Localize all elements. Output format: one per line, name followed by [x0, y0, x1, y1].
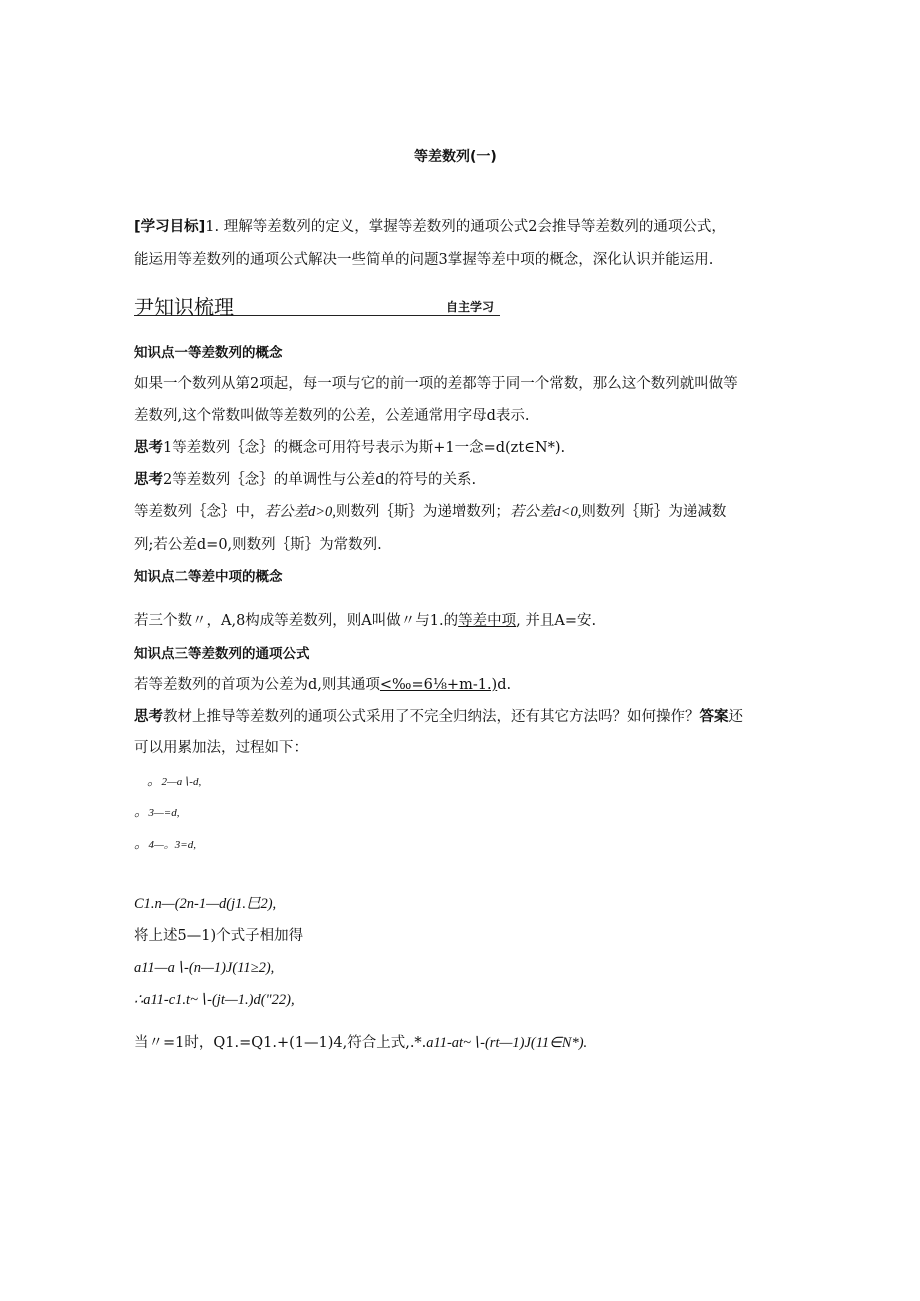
think1-label: 思考 [134, 440, 163, 456]
think2 [134, 470, 476, 490]
page-title: 等差数列(一) [414, 149, 497, 165]
eq2-prefix: 。 [134, 804, 149, 820]
kp1-line2: 差数列,这个常数叫做等差数列的公差，公差通常用字母d表示. [134, 408, 530, 424]
final-line [134, 1033, 587, 1053]
equation-4: C1.n—(2n-1—d(j1.巳2), [134, 896, 277, 912]
final-text-a: 当〃=1时，Q1.=Q1.+(1—1)4,符合上式,.*. [134, 1035, 427, 1051]
objectives-text-1: 1. 理解等差数列的定义，掌握等差数列的通项公式2会推导等差数列的通项公式， [205, 219, 726, 235]
equation-2 [134, 802, 179, 823]
kp2-text [134, 611, 596, 631]
section-header [134, 291, 500, 319]
eq3-prefix: 。 [134, 836, 149, 852]
kp3-answer-tail: 还 [728, 709, 743, 725]
section-title: 尹知识梳理 [134, 295, 234, 319]
kp3-line2: 可以用累加法，过程如下： [134, 740, 308, 756]
equation-3 [134, 834, 196, 855]
kp3-text-b: d. [497, 677, 512, 693]
kp3-blank: <‰=6⅛+m-1.) [379, 677, 498, 693]
kp2-text-a: 若三个数〃，A,8构成等差数列，则A叫做〃与1.的 [134, 613, 459, 629]
kp1-heading: 知识点一等差数列的概念 [134, 345, 283, 361]
final-text-b: a11-at~∖-(rt—1)J(11∈N*). [426, 1035, 588, 1051]
answer-part-c: 则数列｛斯｝为递增数列； [335, 504, 510, 520]
eq1-prefix: 。 [147, 773, 162, 789]
sum-text: 将上述5—1)个式子相加得 [134, 928, 304, 944]
eq3-body: 4—。3=d, [148, 839, 196, 851]
answer-line1 [134, 502, 726, 522]
think1 [134, 438, 565, 458]
answer-line2: 列;若公差d=0,则数列｛斯｝为常数列. [134, 537, 382, 553]
think1-text: 1等差数列｛念｝的概念可用符号表示为斯+1一念=d(zt∈N*). [163, 440, 566, 456]
kp3-heading: 知识点三等差数列的通项公式 [134, 646, 310, 662]
kp3-think-label: 思考 [134, 709, 163, 725]
answer-part-d: 若公差d<0, [509, 504, 582, 520]
equation-6: ∴a11-c1.t~∖-(jt—1.)d("22), [134, 992, 295, 1008]
kp2-blank: 等差中项 [458, 613, 517, 629]
kp3-think-text: 教材上推导等差数列的通项公式采用了不完全归纳法，还有其它方法吗？如何操作？ [163, 709, 700, 725]
answer-part-e: 则数列｛斯｝为递减数 [581, 504, 727, 520]
kp3-text [134, 675, 511, 695]
kp3-answer-label: 答案 [699, 709, 729, 725]
learning-objectives-line1 [134, 217, 726, 237]
think2-label: 思考 [134, 472, 163, 488]
kp3-think [134, 707, 743, 727]
answer-part-b: 若公差d>0, [264, 504, 336, 520]
objectives-label: [学习目标] [134, 219, 206, 235]
equation-5: a11—a∖-(n—1)J(11≥2), [134, 960, 275, 976]
eq2-body: 3—=d, [148, 807, 180, 819]
kp2-heading: 知识点二等差中项的概念 [134, 569, 283, 585]
kp3-text-a: 若等差数列的首项为公差为d,则其通项 [134, 677, 380, 693]
eq1-body: 2—a∖-d, [161, 776, 202, 788]
kp2-text-b: , 并且A=安. [516, 613, 597, 629]
kp1-line1: 如果一个数列从第2项起，每一项与它的前一项的差都等于同一个常数，那么这个数列就叫做等 [134, 376, 738, 392]
answer-part-a: 等差数列｛念｝中， [134, 504, 265, 520]
learning-objectives-line2: 能运用等差数列的通项公式解决一些简单的问题3掌握等差中项的概念，深化认识并能运用. [134, 252, 714, 268]
section-subtitle: 自主学习 [446, 300, 495, 314]
equation-1 [147, 771, 201, 792]
think2-text: 2等差数列｛念｝的单调性与公差d的符号的关系. [163, 472, 477, 488]
